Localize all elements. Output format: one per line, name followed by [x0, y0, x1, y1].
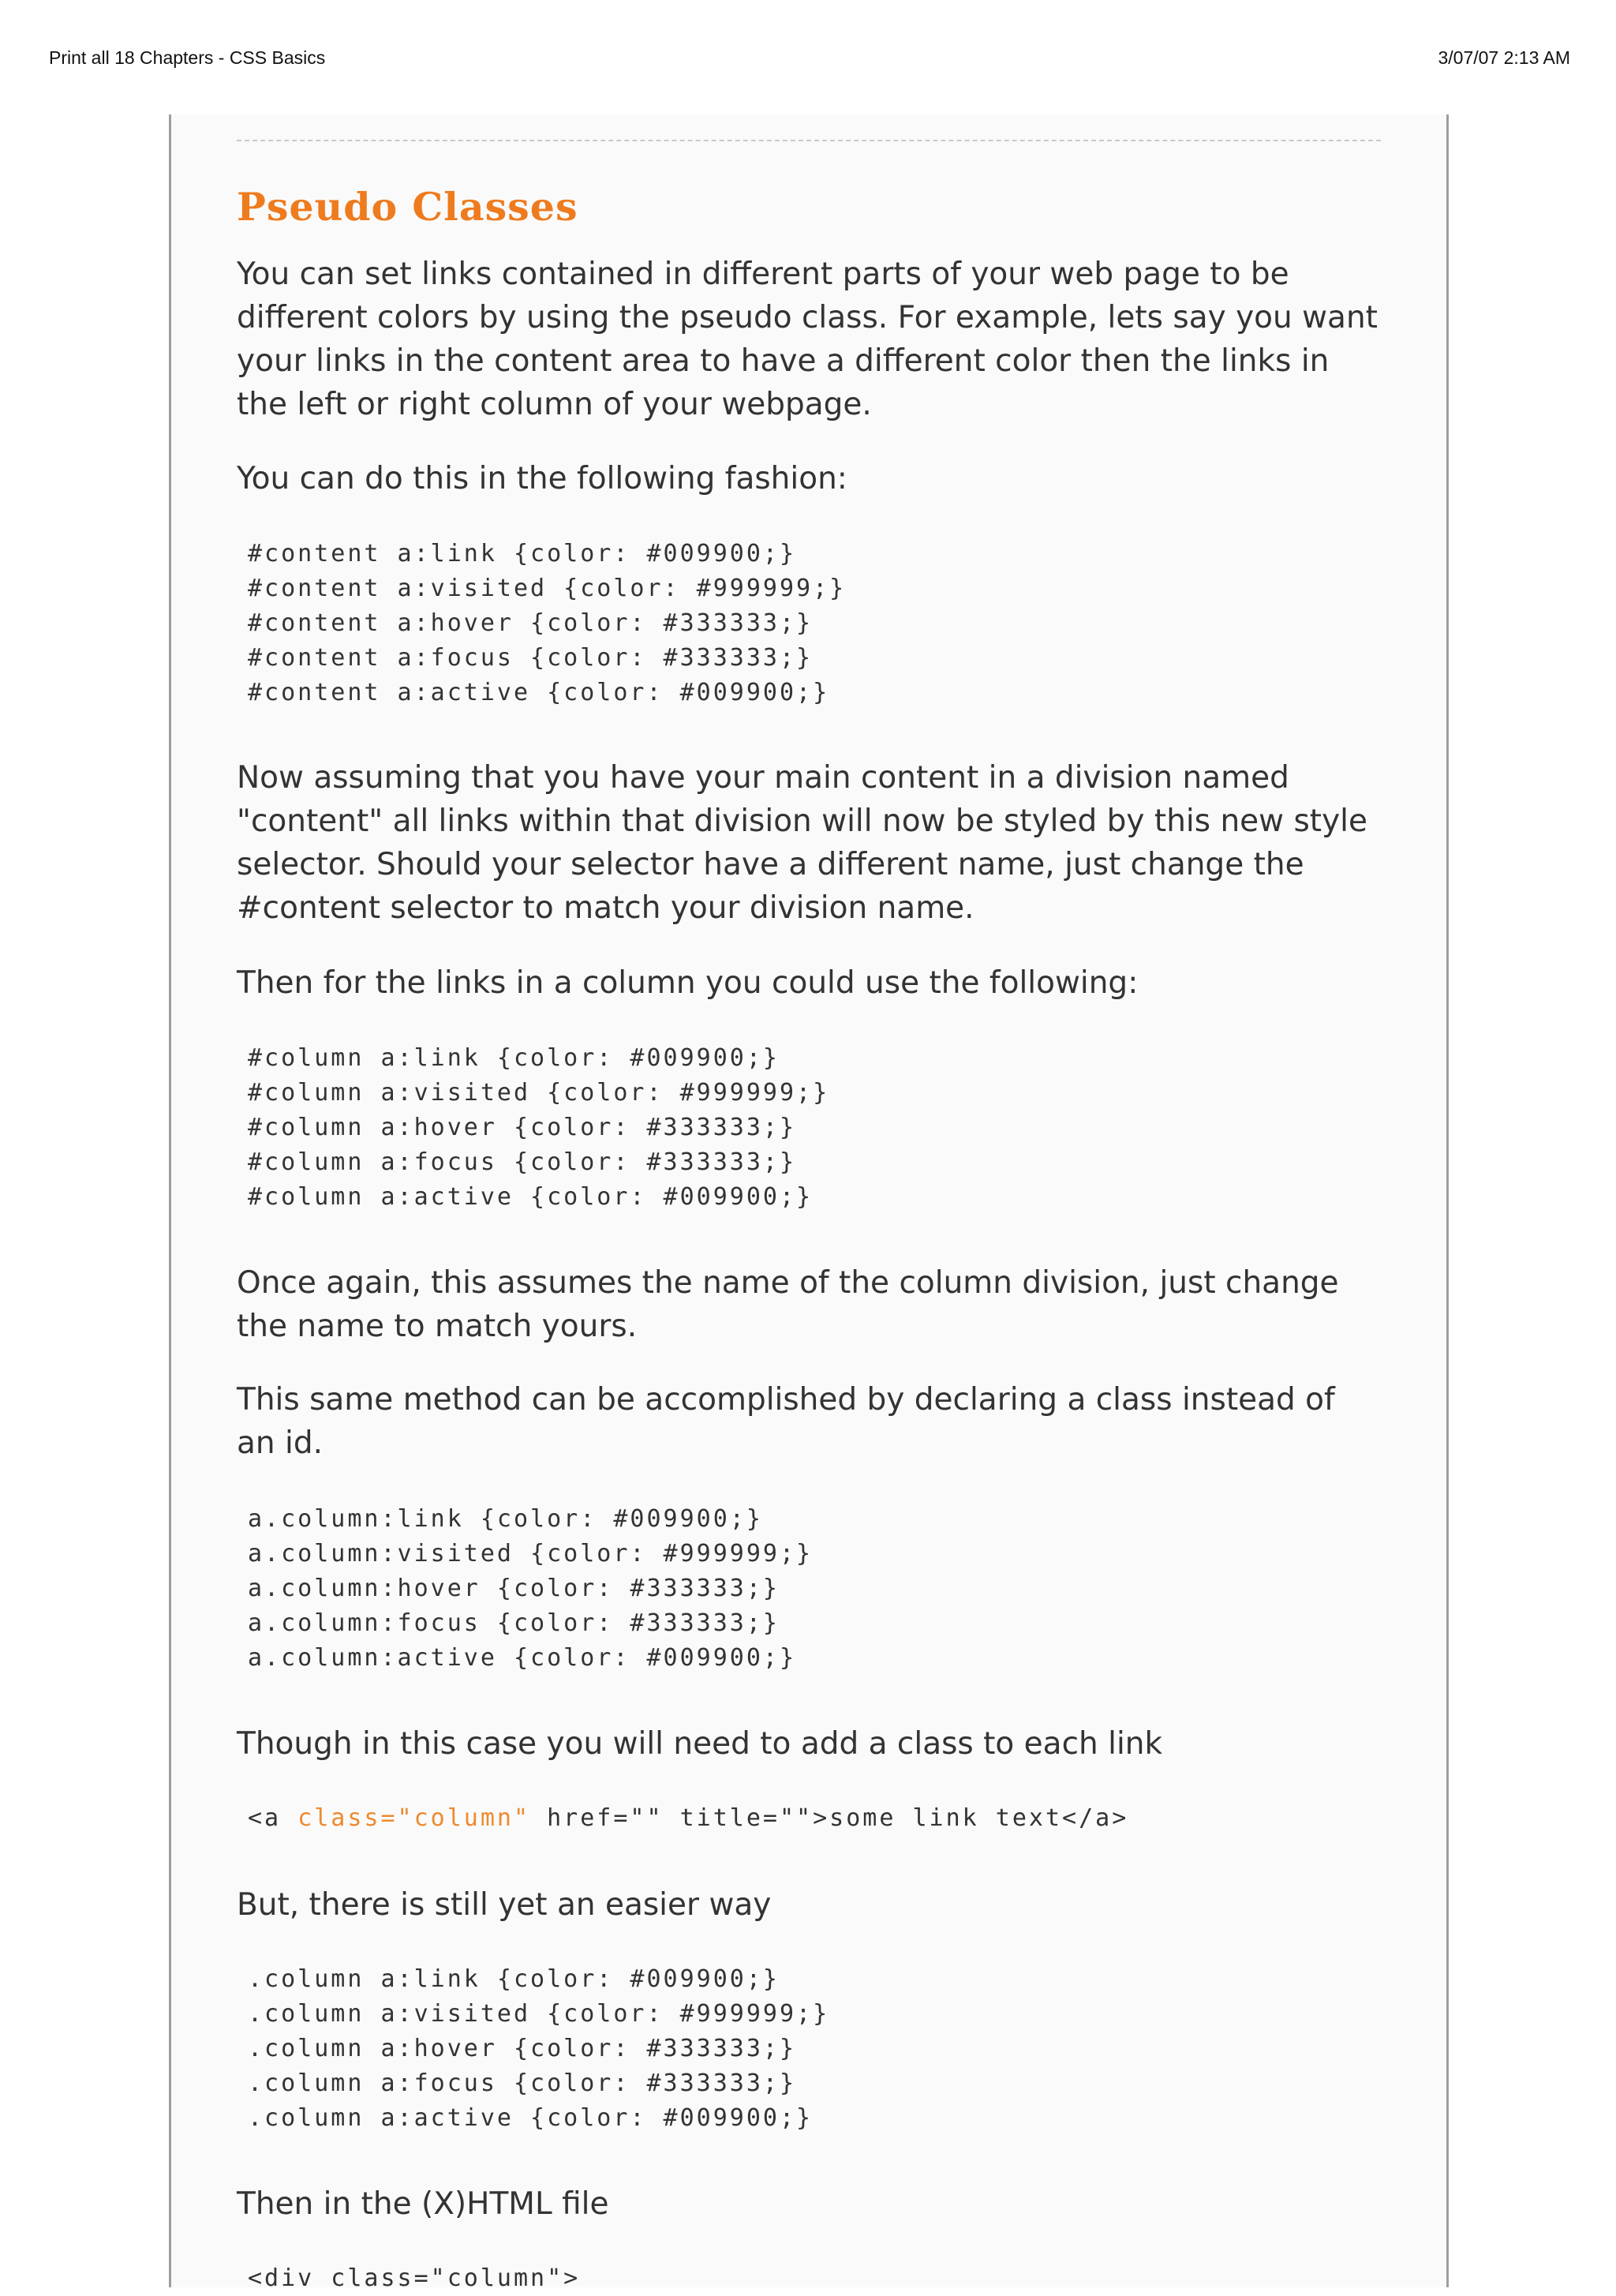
code-line: a.column:active {color: #009900;} [248, 1644, 797, 1672]
code-line: #content a:active {color: #009900;} [248, 679, 830, 706]
paragraph-though: Though in this case you will need to add a class to each link [237, 1726, 1163, 1762]
code-line: a.column:hover {color: #333333;} [248, 1575, 780, 1602]
code-block-column-id [248, 1041, 829, 1215]
code-block-div [248, 2261, 580, 2296]
paragraph-once-again: Once again, this assumes the name of the column division, just change the name to match yours. [237, 1265, 1339, 1344]
code-line: #content a:focus {color: #333333;} [248, 644, 814, 672]
code-line: #content a:link {color: #009900;} [248, 540, 797, 567]
code-text: href="" title="">some link text</a> [530, 1804, 1129, 1832]
paragraph-xhtml: Then in the (X)HTML file [237, 2186, 609, 2222]
print-header-title: Print all 18 Chapters - CSS Basics [49, 47, 326, 68]
code-text: <a [248, 1804, 298, 1832]
section-title: Pseudo Classes [237, 184, 578, 230]
code-block-descendant [248, 1962, 829, 2136]
code-line: a.column:focus {color: #333333;} [248, 1609, 780, 1637]
code-line: .column a:hover {color: #333333;} [248, 2035, 797, 2062]
section-divider [237, 140, 1381, 141]
code-line: <div class="column"> [248, 2264, 581, 2292]
code-line: #content a:visited {color: #999999;} [248, 575, 847, 602]
paragraph-fashion: You can do this in the following fashion: [237, 461, 847, 496]
paragraph-easier: But, there is still yet an easier way [237, 1887, 772, 1923]
code-line: #content a:hover {color: #333333;} [248, 609, 814, 637]
code-line: #column a:hover {color: #333333;} [248, 1114, 797, 1141]
code-line: .column a:visited {color: #999999;} [248, 2000, 830, 2028]
paragraph-same-method: This same method can be accomplished by declaring a class instead of an id. [237, 1382, 1335, 1461]
code-highlight: class="column" [297, 1804, 531, 1832]
code-line: #column a:link {color: #009900;} [248, 1044, 780, 1072]
paragraph-column: Then for the links in a column you could use the following: [237, 965, 1139, 1001]
code-line: #column a:visited {color: #999999;} [248, 1079, 830, 1107]
code-block-content [248, 537, 846, 710]
code-line [248, 1801, 1128, 1836]
code-line: #column a:active {color: #009900;} [248, 1183, 814, 1211]
code-block-column-class [248, 1502, 813, 1676]
code-line: .column a:link {color: #009900;} [248, 1965, 780, 1993]
paragraph-intro: You can set links contained in different parts of your web page to be different colors by using the pseudo class. For example, lets say you want your links in the content area to have a different color then the links in the left or right column of your webpage. [237, 257, 1378, 422]
code-line: a.column:link {color: #009900;} [248, 1505, 763, 1533]
code-block-anchor [248, 1801, 1128, 1836]
print-header-timestamp: 3/07/07 2:13 AM [1438, 47, 1570, 68]
code-line: .column a:focus {color: #333333;} [248, 2069, 797, 2097]
code-line: a.column:visited {color: #999999;} [248, 1540, 814, 1567]
code-line: #column a:focus {color: #333333;} [248, 1148, 797, 1176]
paragraph-assuming: Now assuming that you have your main content in a division named "content" all links within that division will now be styled by this new style selector. Should your selector have a different name, just change the #content selector to match your division name. [237, 760, 1367, 926]
code-line: .column a:active {color: #009900;} [248, 2104, 814, 2132]
print-header [0, 0, 1616, 118]
